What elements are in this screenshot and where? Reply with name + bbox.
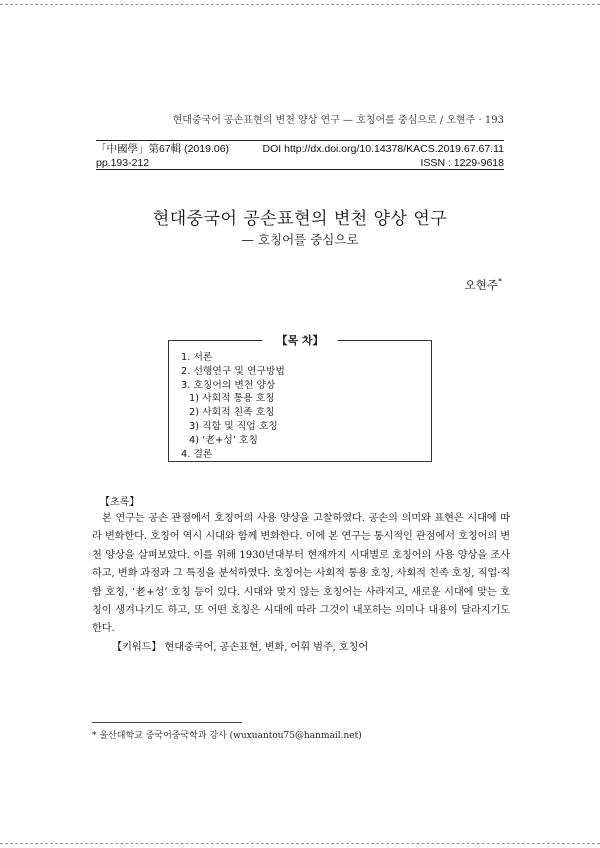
paper-title: 현대중국어 공손표현의 변천 양상 연구 — [152, 209, 448, 229]
keywords-text: 현대중국어, 공손표현, 변화, 어휘 범주, 호칭어 — [164, 641, 369, 653]
author-name — [465, 277, 502, 293]
toc-item: 4. 결론 — [181, 448, 213, 460]
footnote: * 울산대학교 중국어중국학과 강사 (wuxuantou75@hanmail.net) — [92, 731, 362, 741]
toc-title: 【목 차】 — [262, 332, 337, 348]
abstract-label: 【초록】 — [100, 497, 140, 508]
keywords-line — [92, 639, 510, 657]
abstract-section — [92, 493, 510, 657]
page-range: pp.193-212 — [96, 157, 150, 169]
journal-meta — [96, 142, 504, 170]
journal-issue: 「中國學」第67輯 (2019.06) — [96, 143, 230, 155]
toc-item: 1. 서론 — [181, 352, 213, 363]
bottom-crop-line — [0, 843, 600, 844]
meta-row-1 — [96, 142, 504, 156]
toc-subitem: 4) ‘老+성’ 호칭 — [189, 434, 258, 446]
top-crop-line — [0, 4, 600, 5]
toc-subitem: 2) 사회적 친족 호칭 — [189, 407, 275, 419]
toc-item: 3. 호칭어의 변천 양상 — [181, 379, 276, 391]
running-header: 현대중국어 공손표현의 변천 양상 연구 — 호칭어를 중심으로 / 오현주 · 193 — [172, 115, 504, 126]
paper-subtitle: — 호칭어를 중심으로 — [241, 232, 359, 247]
toc-list — [181, 351, 285, 461]
author-text: 오현주 — [464, 278, 498, 292]
meta-bottom-rule — [96, 169, 504, 170]
meta-top-rule — [96, 140, 504, 141]
issn: ISSN : 1229-9618 — [420, 157, 504, 169]
author-footnote-mark: * — [498, 277, 502, 287]
table-of-contents — [168, 334, 432, 462]
keywords-label: 【키워드】 — [112, 641, 162, 653]
footnote-rule — [92, 722, 242, 723]
doi-link[interactable]: DOI http://dx.doi.org/10.14378/KACS.2019.67.67.11 — [262, 143, 504, 155]
abstract-text: 본 연구는 공손 관점에서 호칭어의 사용 양상을 고찰하였다. 공손의 의미와 표현은 시대에 따라 변화한다. 호칭어 역시 시대와 함께 변화한다. 이에 본 연구는 통시적인 관점에서 호칭어의 변천 양상을 살펴보았다. 이를 위해 1930년대부터 현재까지 시대별로 호칭어의 사용 양상을 조사하고, 변화 과정과 그 특징을 분석하였다. 호칭어는 사회적 통용 호칭, 사회적 친족 호칭, 직업·직함 호칭, ‘老+성’ 호칭 등이 있다. 시대와 맞지 않는 호칭어는 사라지고, 새로운 시대에 맞는 호칭이 생겨나기도 하고, 또 어떤 호칭은 시대에 따라 그것이 내포하는 의미나 내용이 달라지기도 한다. — [92, 513, 510, 635]
toc-subitem: 1) 사회적 통용 호칭 — [189, 393, 275, 405]
toc-subitem: 3) 직함 및 직업 호칭 — [189, 420, 278, 432]
meta-row-2 — [96, 156, 504, 170]
toc-item: 2. 선행연구 및 연구방법 — [181, 365, 285, 377]
